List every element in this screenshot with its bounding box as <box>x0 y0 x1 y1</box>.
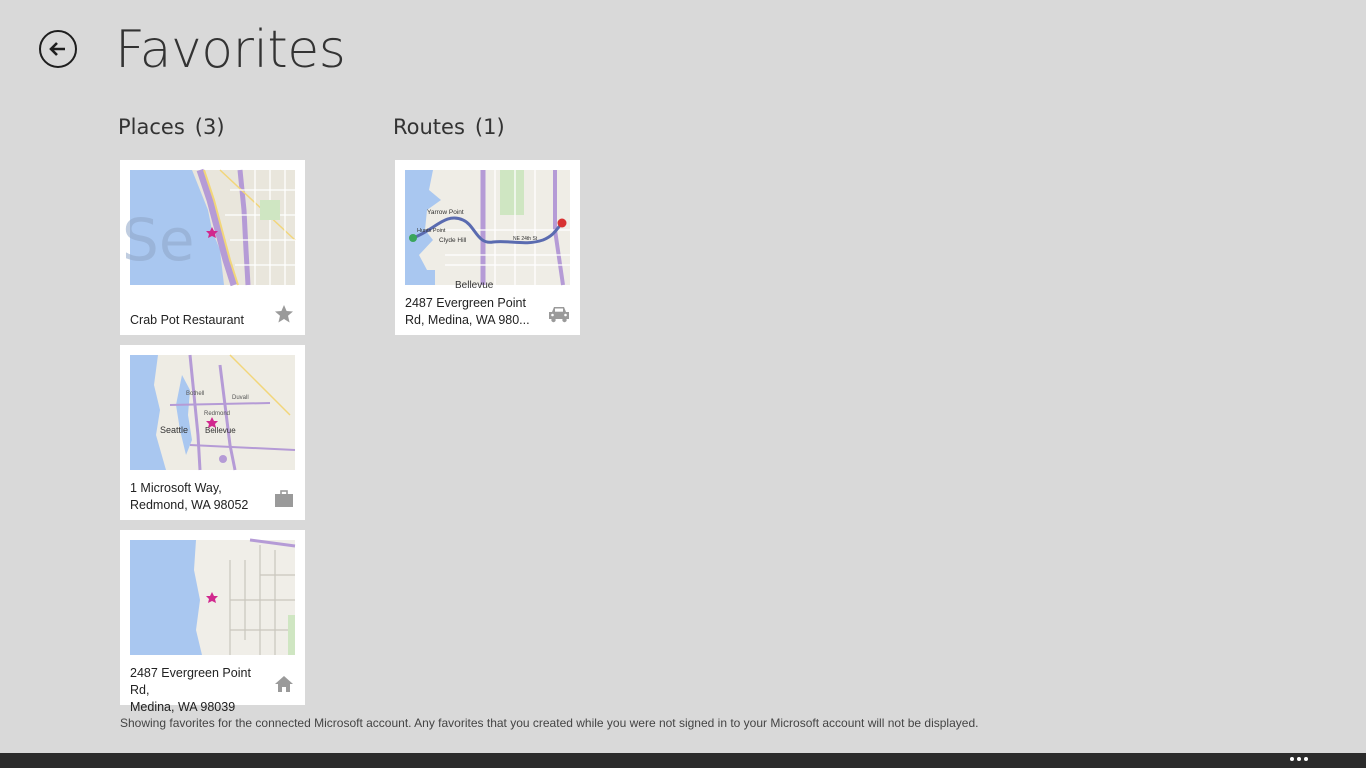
place-name <box>130 665 268 716</box>
back-button[interactable] <box>39 30 77 68</box>
map-label-redmond: Redmond <box>204 411 231 417</box>
places-section-header <box>118 113 225 141</box>
place-name: Crab Pot Restaurant <box>130 313 244 327</box>
seattle-eastside-map <box>130 355 295 470</box>
place-address-line1: 1 Microsoft Way, <box>130 481 222 495</box>
medina-to-bellevue-route-map <box>405 170 570 291</box>
route-address-line2: Rd, Medina, WA 980... <box>405 313 530 327</box>
route-name <box>405 295 543 329</box>
map-label-ne-24th: NE 24th St <box>513 236 538 242</box>
map-label-hunts-point: Hunts Point <box>417 228 446 234</box>
map-label-clyde-hill: Clyde Hill <box>439 237 467 244</box>
routes-section-header <box>393 113 505 141</box>
seattle-waterfront-map <box>122 170 295 285</box>
place-address-line2: Medina, WA 98039 <box>130 700 236 714</box>
route-tile-evergreen-point[interactable] <box>395 160 580 335</box>
place-address-line2: Redmond, WA 98052 <box>130 498 249 512</box>
car-icon <box>548 303 570 325</box>
map-label-seattle: Seattle <box>160 425 189 435</box>
ellipsis-icon <box>1290 757 1294 761</box>
app-bar[interactable] <box>0 753 1366 768</box>
map-label-duvall: Duvall <box>232 395 249 401</box>
map-label-bellevue: Bellevue <box>205 426 236 435</box>
home-icon <box>273 673 295 695</box>
briefcase-icon <box>273 488 295 510</box>
place-name <box>130 480 268 514</box>
ellipsis-icon-dot <box>1304 757 1308 761</box>
account-notice: Showing favorites for the connected Microsoft account. Any favorites that you created while you were not signed in to your Microsoft account will not be displayed. <box>120 716 979 730</box>
page-title: Favorites <box>115 20 346 80</box>
map-label-bellevue: Bellevue <box>455 280 494 291</box>
svg-text:Se: Se <box>122 206 195 274</box>
routes-section-label: Routes <box>393 115 465 139</box>
places-count: (3) <box>194 115 225 139</box>
place-tile-evergreen-point[interactable] <box>120 530 305 714</box>
place-address-line1: 2487 Evergreen Point Rd, <box>130 666 251 697</box>
place-tile-crab-pot[interactable] <box>120 160 305 335</box>
more-options-button[interactable] <box>1290 757 1308 761</box>
ellipsis-icon-dot <box>1297 757 1301 761</box>
star-icon <box>273 303 295 325</box>
route-address-line1: 2487 Evergreen Point <box>405 296 526 310</box>
map-label-yarrow-point: Yarrow Point <box>427 209 464 216</box>
routes-count: (1) <box>474 115 505 139</box>
place-tile-microsoft-way[interactable] <box>120 345 305 520</box>
medina-shoreline-map <box>130 540 295 655</box>
map-label-bothell: Bothell <box>186 391 205 397</box>
arrow-left-icon <box>48 39 68 59</box>
places-section-label: Places <box>118 115 185 139</box>
